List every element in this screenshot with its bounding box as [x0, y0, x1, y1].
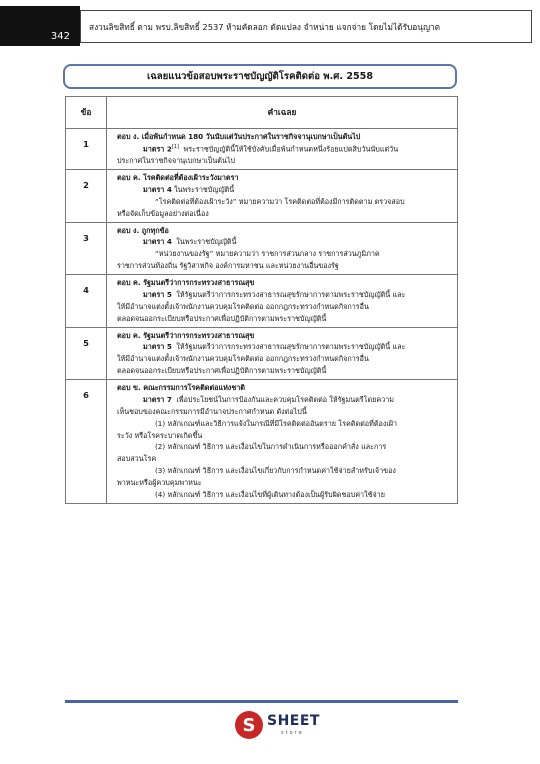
section-ref: มาตรา 7	[143, 394, 172, 404]
table-row	[66, 129, 458, 170]
answer-cell	[107, 170, 458, 223]
table-row	[66, 380, 458, 504]
section-paragraph	[117, 236, 452, 248]
table-row	[66, 170, 458, 223]
answer-line: ตอบ ข. คณะกรรมการโรคติดต่อแห่งชาติ	[117, 383, 245, 393]
section-text: “หน่วยงานของรัฐ” หมายความว่า ราชการส่วนกลาง ราชการส่วนภูมิภาค	[155, 249, 380, 259]
answer-table	[65, 96, 458, 504]
question-number: 5	[66, 327, 107, 380]
list-item: (2) หลักเกณฑ์ วิธีการ และเงื่อนไขในการดำเนินการหรือออกคำสั่ง และการ	[155, 442, 387, 452]
answer-line: ตอบ ค. รัฐมนตรีว่าการกระทรวงสาธารณสุข	[117, 330, 255, 340]
section-text-cont: ประกาศในราชกิจจานุเบกษาเป็นต้นไป	[117, 156, 235, 166]
section-text: เพื่อประโยชน์ในการป้องกันและควบคุมโรคติดต่อ ให้รัฐมนตรีโดยความ	[176, 394, 394, 404]
page-number-box	[0, 6, 80, 46]
sheet-store-logo	[235, 708, 325, 742]
answer-cell	[107, 380, 458, 504]
answer-cell	[107, 222, 458, 275]
section-ref: มาตรา 5	[143, 342, 172, 352]
column-header-no: ข้อ	[66, 97, 107, 129]
question-number: 1	[66, 129, 107, 170]
section-text-cont: ตลอดจนออกระเบียบหรือประกาศเพื่อปฏิบัติการตามพระราชบัญญัตินี้	[117, 313, 327, 323]
list-item-cont: พาหนะหรือผู้ควบคุมพาหนะ	[117, 478, 202, 488]
section-text: “โรคติดต่อที่ต้องเฝ้าระวัง” หมายความว่า โรคติดต่อที่ต้องมีการติดตาม ตรวจสอบ	[155, 196, 405, 206]
section-text-cont: ราชการส่วนท้องถิ่น รัฐวิสาหกิจ องค์การมหาชน และหน่วยงานอื่นของรัฐ	[117, 261, 339, 271]
question-number: 4	[66, 275, 107, 328]
section-ref: มาตรา 4	[143, 237, 172, 247]
section-text-cont: ให้มีอำนาจแต่งตั้งเจ้าพนักงานควบคุมโรคติดต่อ ออกกฎกระทรวงกำหนดกิจการอื่น	[117, 354, 369, 364]
list-item-cont: ระวัง หรือโรคระบาดเกิดขึ้น	[117, 430, 203, 440]
section-paragraph	[117, 143, 452, 155]
section-intro: ในพระราชบัญญัตินี้	[174, 184, 235, 194]
section-text: ให้รัฐมนตรีว่าการกระทรวงสาธารณสุขรักษาการตามพระราชบัญญัตินี้ และ	[176, 342, 406, 352]
answer-line: ตอบ ค. โรคติดต่อที่ต้องเฝ้าระวังมาตรา	[117, 173, 239, 183]
document-title-text: เฉลยแนวข้อสอบพระราชบัญญัติโรคติดต่อ พ.ศ. 2558	[146, 71, 374, 82]
section-ref: มาตรา 4	[143, 184, 172, 194]
answer-cell	[107, 129, 458, 170]
logo-letter: S	[242, 714, 256, 736]
answer-cell	[107, 327, 458, 380]
list-item: (3) หลักเกณฑ์ วิธีการ และเงื่อนไขเกี่ยวกับการกำหนดค่าใช้จ่ายสำหรับเจ้าของ	[155, 466, 396, 476]
section-ref: มาตรา 5	[143, 289, 172, 299]
list-item-cont: สอบสวนโรค	[117, 454, 157, 464]
logo-text: SHEET	[267, 713, 320, 729]
copyright-notice-text: สงวนลิขสิทธิ์ ตาม พรบ.ลิขสิทธิ์ 2537 ห้ามคัดลอก ดัดแปลง จำหน่าย แจกจ่าย โดยไม่ได้รับอนุญาต	[89, 21, 441, 32]
question-number: 6	[66, 380, 107, 504]
column-header-answer: คำเฉลย	[107, 97, 458, 129]
logo-subtext: store	[281, 730, 304, 736]
document-title	[63, 64, 457, 89]
list-item: (4) หลักเกณฑ์ วิธีการ และเงื่อนไขที่ผู้เดินทางต้องเป็นผู้รับผิดชอบค่าใช้จ่าย	[155, 489, 385, 499]
table-row	[66, 275, 458, 328]
copyright-notice	[80, 10, 532, 43]
list-item: (1) หลักเกณฑ์และวิธีการแจ้งในกรณีที่มีโรคติดต่ออันตราย โรคติดต่อที่ต้องเฝ้า	[155, 418, 398, 428]
section-text-cont: เห็นชอบของคณะกรรมการมีอำนาจประกาศกำหนด ดังต่อไปนี้	[117, 406, 307, 416]
section-text-cont: ให้มีอำนาจแต่งตั้งเจ้าพนักงานควบคุมโรคติดต่อ ออกกฎกระทรวงกำหนดกิจการอื่น	[117, 301, 369, 311]
page-number: 342	[50, 31, 70, 42]
footnote-ref: [1]	[171, 143, 179, 150]
answer-line: ตอบ ง. ถูกทุกข้อ	[117, 225, 169, 235]
section-ref: มาตรา 2	[143, 144, 172, 154]
table-row	[66, 327, 458, 380]
question-number: 2	[66, 170, 107, 223]
table-header-row	[66, 97, 458, 129]
section-paragraph	[117, 394, 452, 406]
footer-rule	[65, 700, 458, 703]
section-paragraph	[117, 289, 452, 301]
question-number: 3	[66, 222, 107, 275]
section-text: ให้รัฐมนตรีว่าการกระทรวงสาธารณสุขรักษาการตามพระราชบัญญัตินี้ และ	[176, 289, 406, 299]
section-text: พระราชบัญญัตินี้ให้ใช้บังคับเมื่อพ้นกำหนดหนึ่งร้อยแปดสิบวันนับแต่วัน	[183, 144, 399, 154]
answer-cell	[107, 275, 458, 328]
logo-mark-icon	[235, 711, 263, 739]
section-intro: ในพระราชบัญญัตินี้	[176, 237, 237, 247]
section-paragraph	[117, 341, 452, 353]
answer-line: ตอบ ค. รัฐมนตรีว่าการกระทรวงสาธารณสุข	[117, 278, 255, 288]
section-text-cont: หรือจัดเก็บข้อมูลอย่างต่อเนื่อง	[117, 208, 209, 218]
table-row	[66, 222, 458, 275]
section-text-cont: ตลอดจนออกระเบียบหรือประกาศเพื่อปฏิบัติการตามพระราชบัญญัตินี้	[117, 366, 327, 376]
section-paragraph	[117, 184, 452, 196]
answer-line: ตอบ ง. เมื่อพ้นกำหนด 180 วันนับแต่วันประกาศในราชกิจจานุเบกษาเป็นต้นไป	[117, 132, 361, 141]
